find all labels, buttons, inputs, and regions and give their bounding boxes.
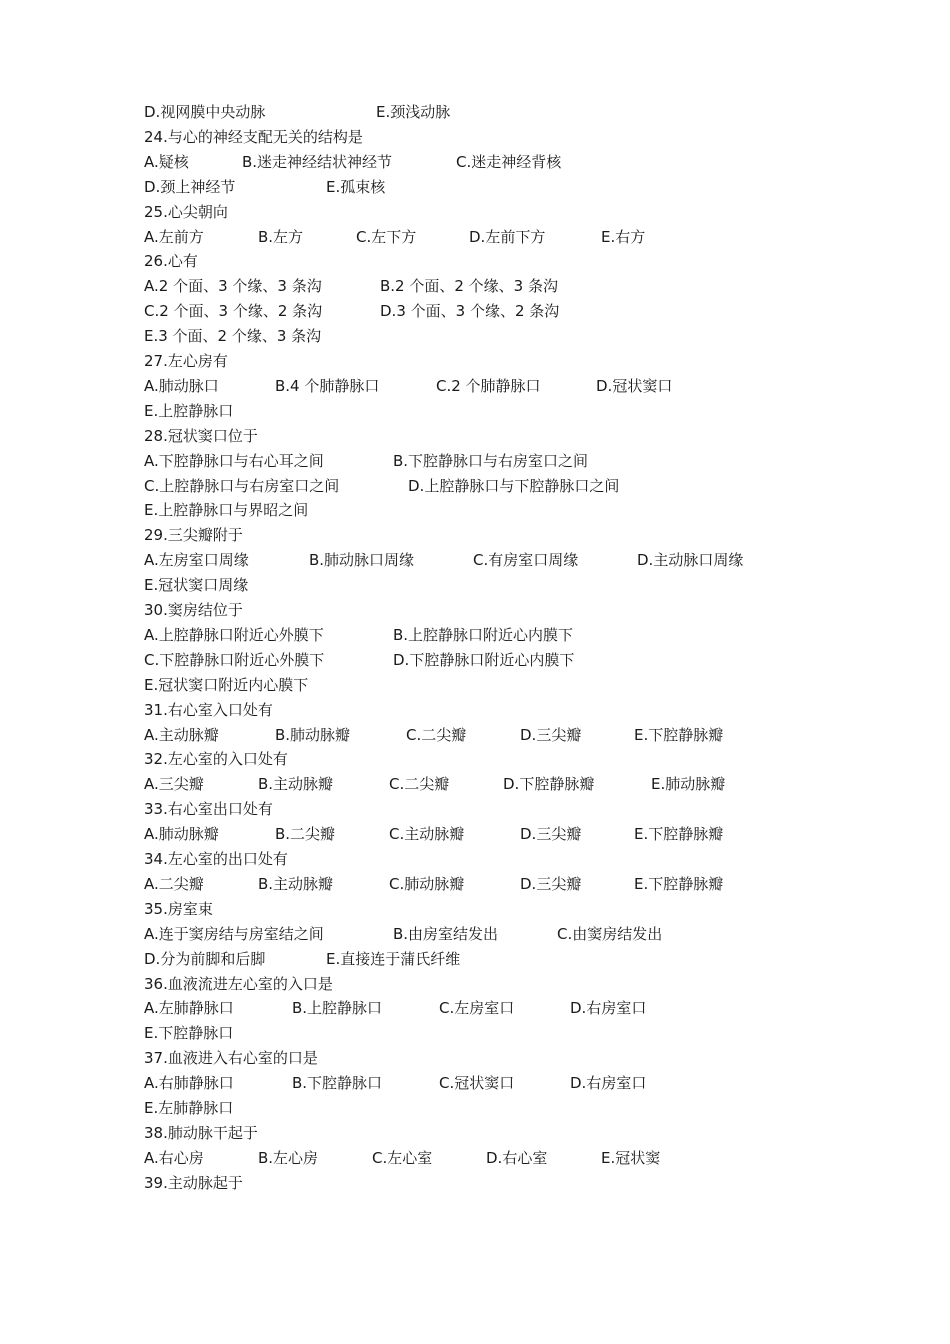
text-line-29: A.肺动脉瓣 xyxy=(144,825,219,844)
text-line-28: 33.右心室出口处有 xyxy=(144,800,273,819)
answer-option: B.由房室结发出 xyxy=(393,924,499,943)
text-line-43: 39.主动脉起于 xyxy=(144,1173,243,1192)
text-line-20: 30.窦房结位于 xyxy=(144,601,243,619)
answer-option: D.三尖瓣 xyxy=(520,725,582,744)
answer-option: C.冠状窦口 xyxy=(439,1074,515,1093)
text-line-9: E.3 个面、2 个缘、3 条沟 xyxy=(144,327,322,346)
text-line-7: A.2 个面、3 个缘、3 条沟 xyxy=(144,277,322,296)
answer-option: B.迷走神经结状神经节 xyxy=(242,152,393,171)
answer-option: D.3 个面、3 个缘、2 条沟 xyxy=(380,302,560,321)
answer-option: D.下腔静脉瓣 xyxy=(503,775,595,794)
answer-option: C.有房室口周缘 xyxy=(473,551,579,570)
text-line-36: A.左肺静脉口 xyxy=(144,999,234,1018)
text-line-32: 35.房室束 xyxy=(144,899,213,918)
text-line-42: A.右心房 xyxy=(144,1148,204,1167)
text-line-37: E.下腔静脉口 xyxy=(144,1024,234,1043)
answer-option: B.下腔静脉口 xyxy=(292,1074,383,1093)
answer-option: C.左房室口 xyxy=(439,999,515,1018)
answer-option: E.肺动脉瓣 xyxy=(651,775,726,794)
text-line-33: A.连于窦房结与房室结之间 xyxy=(144,924,324,943)
text-line-15: C.上腔静脉口与右房室口之间 xyxy=(144,476,340,495)
text-line-19: E.冠状窦口周缘 xyxy=(144,576,249,595)
answer-option: D.上腔静脉口与下腔静脉口之间 xyxy=(408,476,620,495)
answer-option: E.下腔静脉瓣 xyxy=(634,725,724,744)
answer-option: E.直接连于蒲氏纤维 xyxy=(326,949,461,968)
answer-option: B.2 个面、2 个缘、3 条沟 xyxy=(380,277,558,296)
text-line-31: A.二尖瓣 xyxy=(144,874,204,893)
answer-option: D.右房室口 xyxy=(570,1074,647,1093)
answer-option: E.下腔静脉瓣 xyxy=(634,874,724,893)
text-line-18: A.左房室口周缘 xyxy=(144,551,249,570)
answer-option: E.孤束核 xyxy=(326,177,386,196)
text-line-25: A.主动脉瓣 xyxy=(144,725,219,744)
answer-option: B.下腔静脉口与右房室口之间 xyxy=(393,451,589,470)
answer-option: B.4 个肺静脉口 xyxy=(275,376,380,395)
text-line-11: A.肺动脉口 xyxy=(144,376,219,395)
text-line-4: 25.心尖朝向 xyxy=(144,202,228,221)
answer-option: E.下腔静脉瓣 xyxy=(634,825,724,844)
text-line-14: A.下腔静脉口与右心耳之间 xyxy=(144,451,324,470)
text-line-2: A.疑核 xyxy=(144,152,189,171)
text-line-17: 29.三尖瓣附于 xyxy=(144,526,243,545)
answer-option: C.迷走神经背核 xyxy=(456,152,562,171)
answer-option: C.二尖瓣 xyxy=(406,725,467,744)
text-line-13: 28.冠状窦口位于 xyxy=(144,426,258,445)
text-line-41: 38.肺动脉干起于 xyxy=(144,1123,258,1142)
text-line-21: A.上腔静脉口附近心外膜下 xyxy=(144,625,324,644)
text-line-10: 27.左心房有 xyxy=(144,352,228,370)
text-line-26: 32.左心室的入口处有 xyxy=(144,750,288,769)
answer-option: D.三尖瓣 xyxy=(520,825,582,844)
text-line-39: A.右肺静脉口 xyxy=(144,1074,234,1093)
text-line-3: D.颈上神经节 xyxy=(144,177,236,196)
text-line-0: D.视网膜中央动脉 xyxy=(144,103,266,121)
answer-option: D.三尖瓣 xyxy=(520,874,582,893)
text-line-27: A.三尖瓣 xyxy=(144,775,204,794)
answer-option: C.左下方 xyxy=(356,227,417,246)
answer-option: B.主动脉瓣 xyxy=(258,874,334,893)
answer-option: C.左心室 xyxy=(372,1148,433,1167)
text-line-1: 24.与心的神经支配无关的结构是 xyxy=(144,127,363,146)
answer-option: E.右方 xyxy=(601,227,646,246)
answer-option: B.左心房 xyxy=(258,1148,319,1167)
answer-option: B.肺动脉口周缘 xyxy=(309,551,415,570)
answer-option: B.上腔静脉口附近心内膜下 xyxy=(393,625,574,644)
text-line-12: E.上腔静脉口 xyxy=(144,401,234,420)
answer-option: B.主动脉瓣 xyxy=(258,775,334,794)
answer-option: C.由窦房结发出 xyxy=(557,924,663,943)
text-line-23: E.冠状窦口附近内心膜下 xyxy=(144,675,309,694)
text-line-34: D.分为前脚和后脚 xyxy=(144,949,266,968)
answer-option: B.左方 xyxy=(258,227,304,246)
text-line-22: C.下腔静脉口附近心外膜下 xyxy=(144,650,325,669)
answer-option: C.肺动脉瓣 xyxy=(389,874,465,893)
text-line-30: 34.左心室的出口处有 xyxy=(144,850,288,868)
answer-option: C.主动脉瓣 xyxy=(389,825,465,844)
text-line-38: 37.血液进入右心室的口是 xyxy=(144,1049,318,1068)
answer-option: D.冠状窦口 xyxy=(596,376,673,395)
answer-option: C.二尖瓣 xyxy=(389,775,450,794)
answer-option: D.下腔静脉口附近心内膜下 xyxy=(393,650,575,669)
answer-option: E.颈浅动脉 xyxy=(376,103,451,121)
answer-option: D.主动脉口周缘 xyxy=(637,551,744,570)
answer-option: E.冠状窦 xyxy=(601,1148,661,1167)
text-line-8: C.2 个面、3 个缘、2 条沟 xyxy=(144,302,323,321)
text-line-5: A.左前方 xyxy=(144,227,204,246)
text-line-16: E.上腔静脉口与界昭之间 xyxy=(144,501,309,520)
answer-option: B.上腔静脉口 xyxy=(292,999,383,1018)
answer-option: D.左前下方 xyxy=(469,227,546,246)
answer-option: C.2 个肺静脉口 xyxy=(436,376,541,395)
answer-option: D.右房室口 xyxy=(570,999,647,1018)
text-line-40: E.左肺静脉口 xyxy=(144,1099,234,1117)
answer-option: B.肺动脉瓣 xyxy=(275,725,351,744)
text-line-6: 26.心有 xyxy=(144,252,198,271)
text-line-35: 36.血液流进左心室的入口是 xyxy=(144,974,333,993)
text-line-24: 31.右心室入口处有 xyxy=(144,700,273,719)
answer-option: B.二尖瓣 xyxy=(275,825,336,844)
answer-option: D.右心室 xyxy=(486,1148,548,1167)
